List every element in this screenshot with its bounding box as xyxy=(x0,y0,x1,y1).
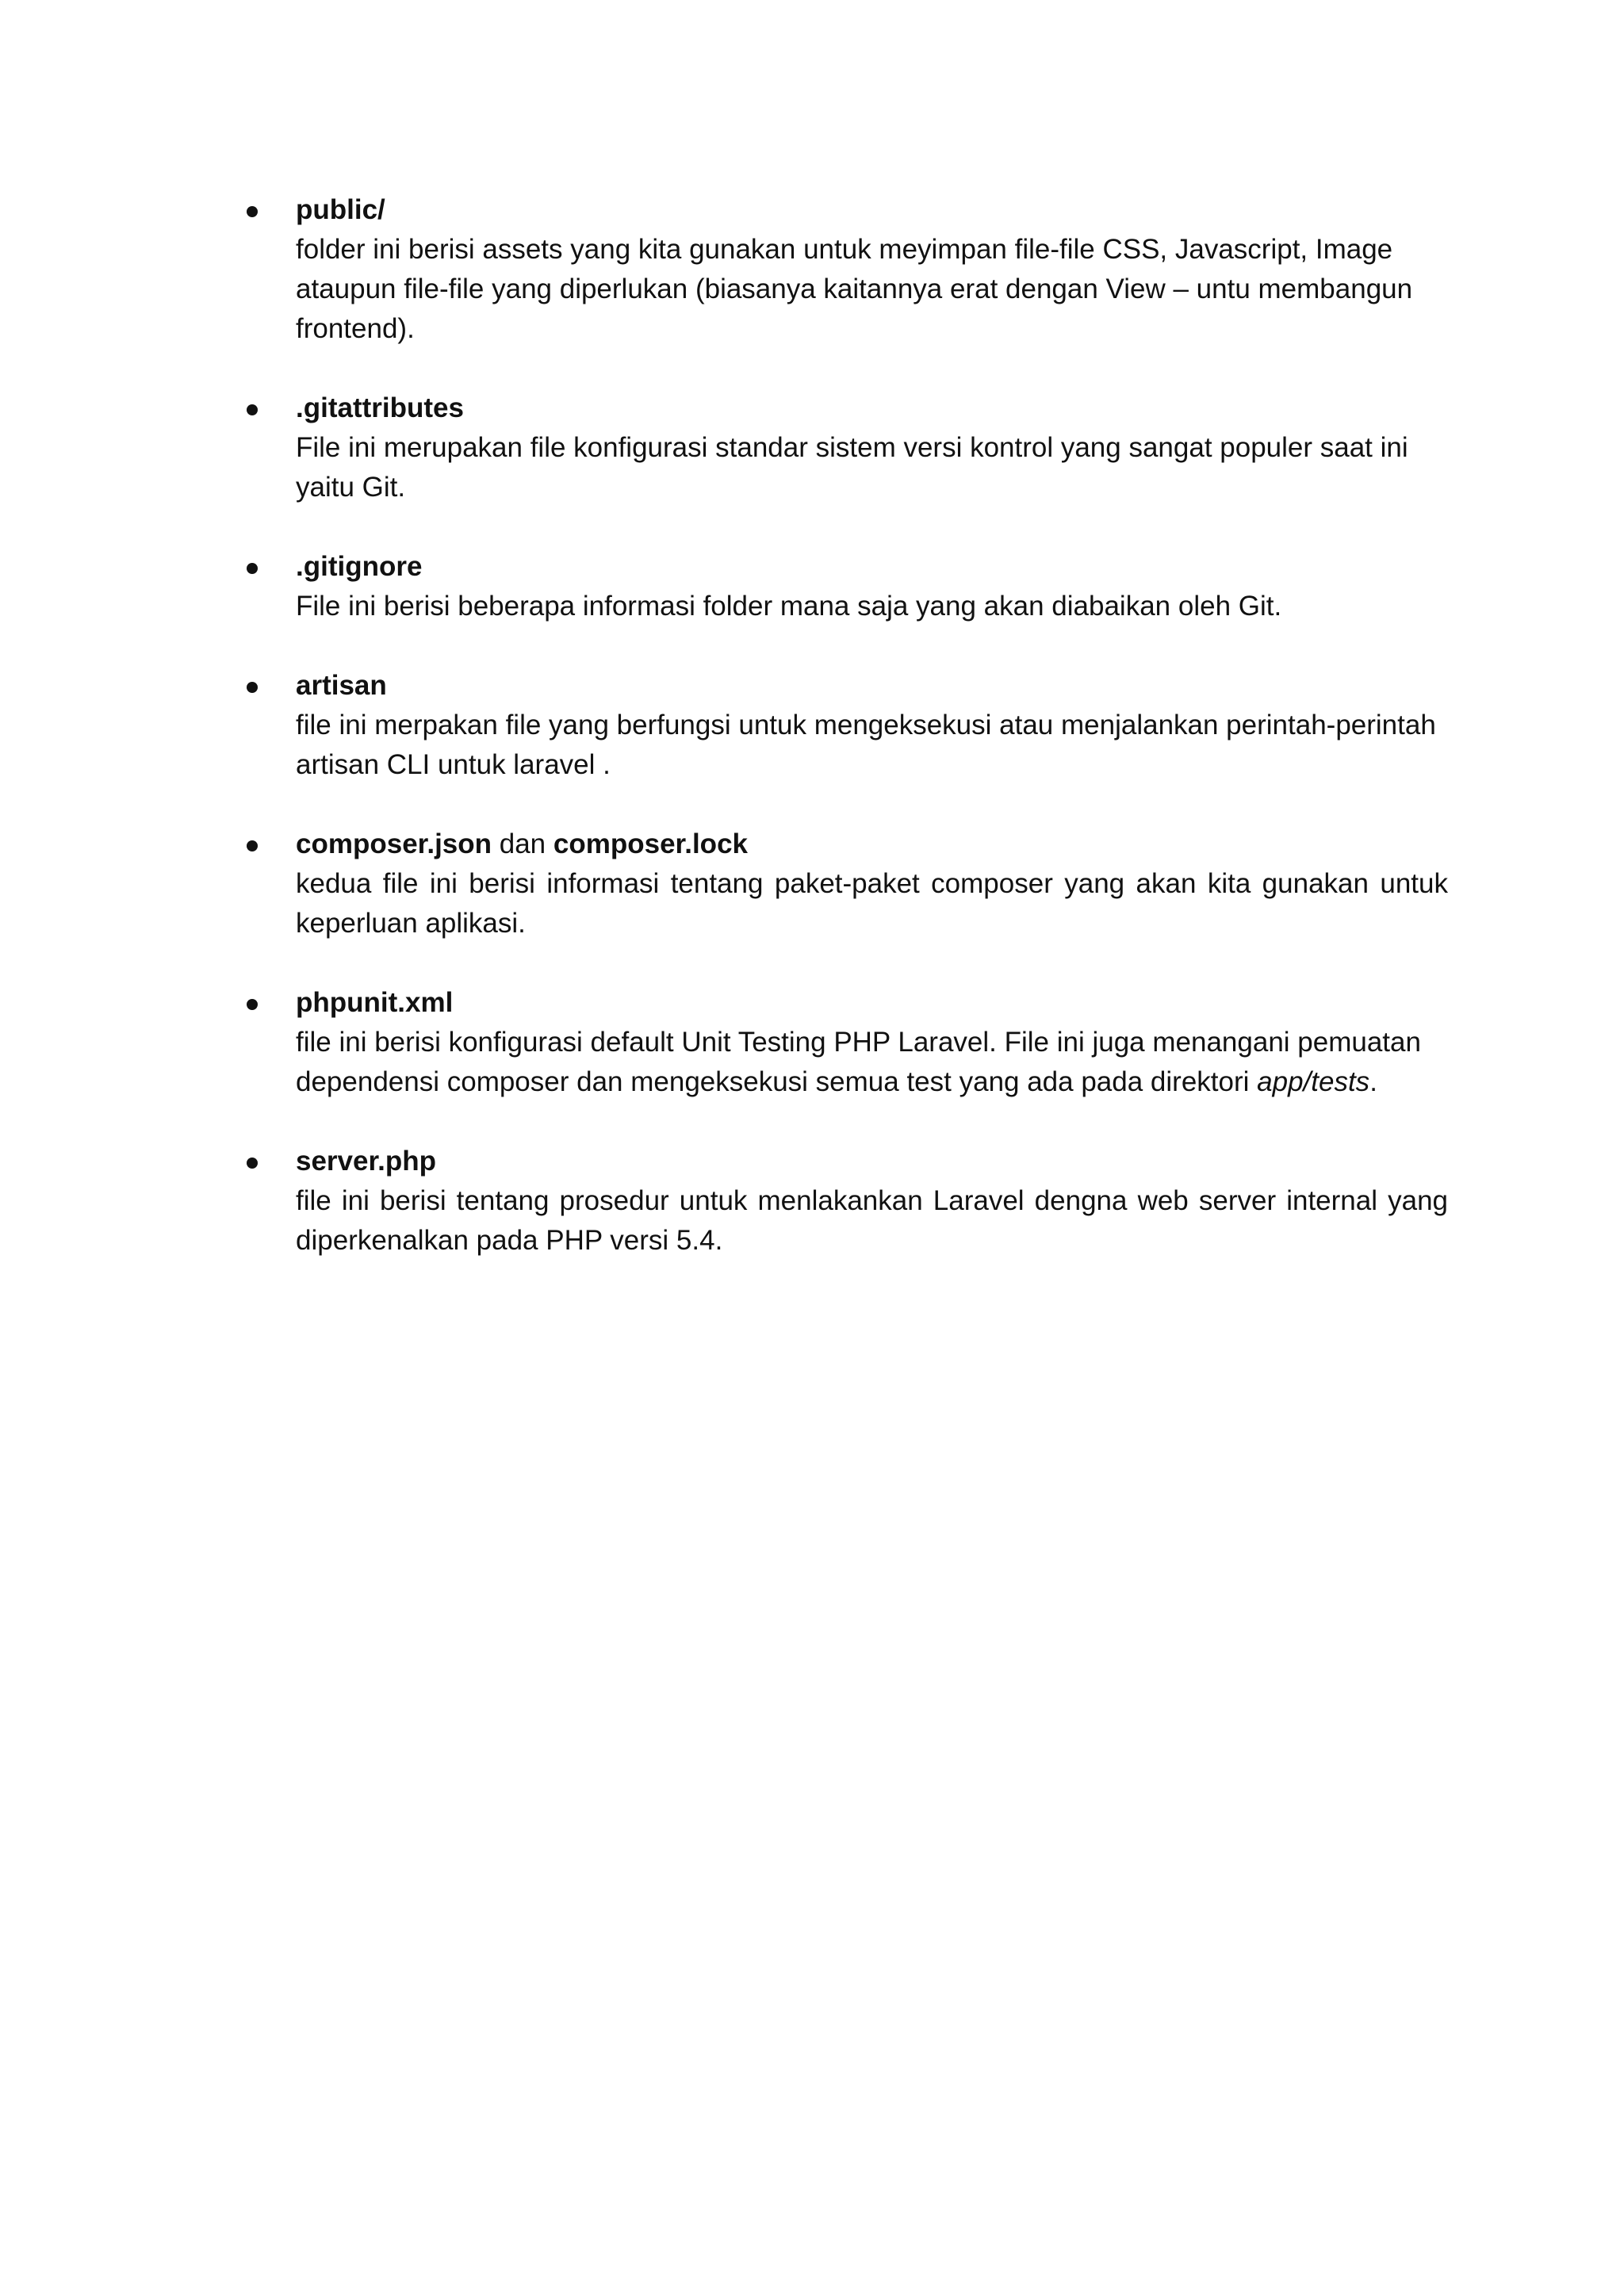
file-description-list xyxy=(243,190,1448,1300)
bullet-icon xyxy=(247,999,258,1010)
list-item-gitignore xyxy=(243,547,1448,626)
bullet-icon xyxy=(247,404,258,415)
entry-description: file ini berisi tentang prosedur untuk menlakankan Laravel dengna web server internal yang diperkenalkan pada PHP versi 5.4. xyxy=(296,1185,1448,1256)
list-item-public xyxy=(243,190,1448,349)
entry-description: file ini merpakan file yang berfungsi untuk mengeksekusi atau menjalankan perintah-perintah artisan CLI untuk laravel . xyxy=(296,710,1436,780)
list-item-composer xyxy=(243,825,1448,943)
list-item-artisan xyxy=(243,666,1448,785)
bullet-icon xyxy=(247,1158,258,1169)
entry-title: public/ xyxy=(296,194,385,225)
bullet-icon xyxy=(247,682,258,693)
bullet-icon xyxy=(247,206,258,217)
entry-description: File ini merupakan file konfigurasi standar sistem versi kontrol yang sangat populer saat ini yaitu Git. xyxy=(296,432,1408,503)
composer-json-title: composer.json xyxy=(296,828,492,859)
entry-title: phpunit.xml xyxy=(296,987,454,1018)
composer-lock-title: composer.lock xyxy=(553,828,748,859)
tests-path: app/tests xyxy=(1257,1066,1370,1097)
entry-description: folder ini berisi assets yang kita gunakan untuk meyimpan file-file CSS, Javascript, Image ataupun file-file yang diperlukan (biasanya kaitannya erat dengan View – untu membangun frontend). xyxy=(296,234,1413,344)
list-item-gitattributes xyxy=(243,388,1448,507)
title-joiner: dan xyxy=(492,828,553,859)
entry-description xyxy=(296,1023,1448,1102)
description-end: . xyxy=(1369,1066,1377,1097)
entry-title: artisan xyxy=(296,670,387,701)
entry-description: File ini berisi beberapa informasi folder mana saja yang akan diabaikan oleh Git. xyxy=(296,591,1282,622)
entry-description: kedua file ini berisi informasi tentang paket-paket composer yang akan kita gunakan untuk keperluan aplikasi. xyxy=(296,868,1448,939)
list-item-server xyxy=(243,1142,1448,1261)
entry-title: .gitignore xyxy=(296,551,423,582)
description-text: file ini berisi konfigurasi default Unit Testing PHP Laravel. File ini juga menangani pemuatan dependensi composer dan mengeksekusi semua test yang ada pada direktori xyxy=(296,1027,1421,1097)
list-item-phpunit xyxy=(243,983,1448,1102)
entry-title: server.php xyxy=(296,1146,437,1177)
bullet-icon xyxy=(247,840,258,851)
bullet-icon xyxy=(247,563,258,574)
entry-title: .gitattributes xyxy=(296,392,464,423)
entry-title xyxy=(296,825,1448,864)
